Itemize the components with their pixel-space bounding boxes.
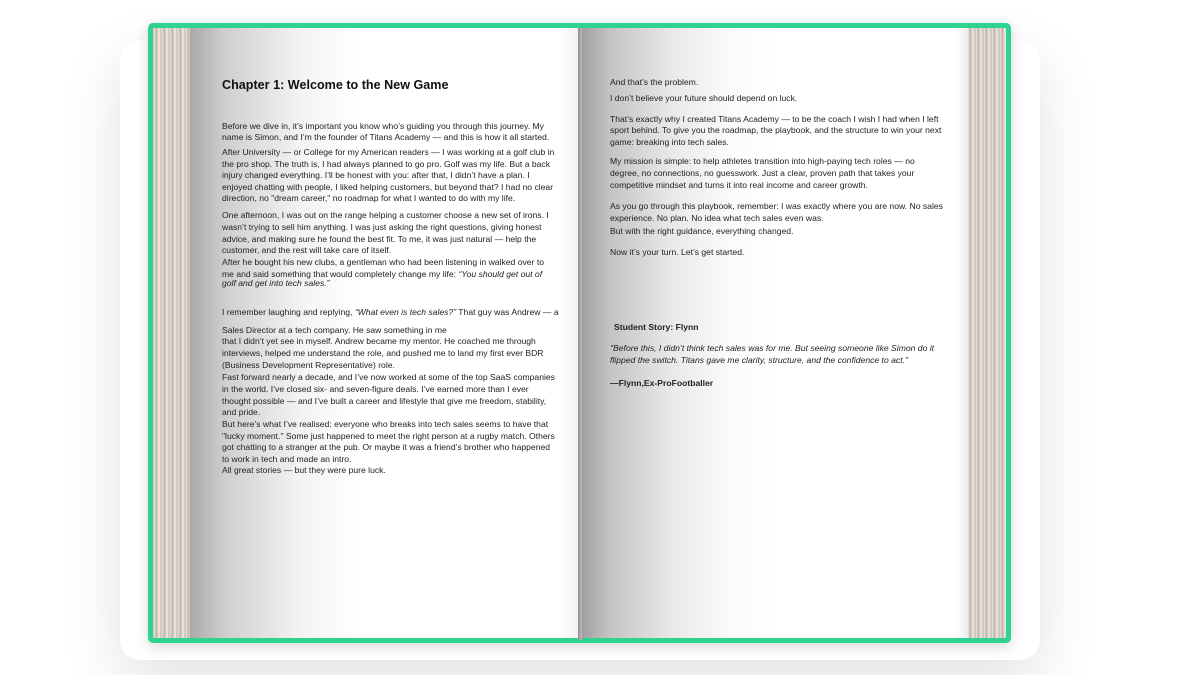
right-page-line (610, 343, 934, 354)
left-page-line (222, 419, 548, 430)
text-segment: Sales Director at a tech company. He saw something in me (222, 325, 447, 335)
left-page-line (222, 193, 515, 204)
italic-text: “You should get out of (458, 269, 543, 279)
text-segment: But with the right guidance, everything changed. (610, 226, 794, 236)
left-page-line (222, 159, 550, 170)
text-segment: and pride. (222, 407, 261, 417)
text-segment: My mission is simple: to help athletes transition into high-paying tech roles — no (610, 156, 915, 166)
left-page-line (222, 170, 530, 181)
left-page-line (222, 257, 544, 268)
italic-text: "Before this, I didn’t think tech sales was for me. But seeing someone like Simon do it (610, 343, 935, 353)
left-page-line (222, 454, 351, 465)
right-page-line (610, 156, 915, 167)
text-segment: the pro shop. The truth is, I had always planned to go pro. Golf was my life. But a back (222, 159, 551, 169)
left-page-line (222, 384, 529, 395)
text-segment: direction, no "dream career," no roadmap for what I wanted to do with my life. (222, 193, 516, 203)
right-page-line (610, 168, 914, 179)
text-segment: got chatting to a stranger at the pub. Or maybe it was a friend’s brother who happened (222, 442, 551, 452)
text-segment: As you go through this playbook, remember: I was exactly where you are now. No sales (610, 201, 943, 211)
text-segment: name is Simon, and I’m the founder of Titans Academy — and this is how it all started. (222, 132, 550, 142)
text-segment: "lucky moment." Some just happened to meet the right person at a rugby match. Others (222, 431, 555, 441)
left-page-line (222, 245, 391, 256)
left-page-line (222, 121, 544, 132)
text-segment: After he bought his new clubs, a gentleman who had been listening in walked over to (222, 257, 544, 267)
text-segment: advice, and making sure he found the best fit. To me, it was just natural — help the (222, 234, 537, 244)
text-segment: enjoyed chatting with people, I liked helping customers, but beyond that? I had no clear (222, 182, 554, 192)
left-page-edges (153, 28, 191, 638)
italic-text: “What even is tech sales?” (354, 307, 457, 317)
text-segment: I don’t believe your future should depend on luck. (610, 93, 798, 103)
left-page-line (222, 278, 330, 289)
text-segment: that I didn’t yet see in myself. Andrew became my mentor. He coached me through (222, 336, 536, 346)
text-segment: interviews, helped me understand the role, and pushed me to land my first ever BDR (222, 348, 544, 358)
left-page-line (222, 147, 554, 158)
right-page-line (610, 125, 941, 136)
left-page-line (222, 210, 549, 221)
right-page-line (610, 93, 797, 104)
right-page-line (614, 322, 699, 333)
left-page-line (222, 431, 555, 442)
text-segment: But here’s what I’ve realised: everyone who breaks into tech sales seems to have that (222, 419, 549, 429)
text-segment: thought possible — and I’ve built a career and lifestyle that give me freedom, stability, (222, 396, 547, 406)
text-segment: customer, and the rest will take care of itself. (222, 245, 392, 255)
right-page-line (610, 247, 744, 258)
right-page-edges (967, 28, 1006, 638)
text-segment: sport behind. To give you the roadmap, the playbook, and the structure to win your next (610, 125, 942, 135)
text-segment: All great stories — but they were pure luck. (222, 465, 386, 475)
text-segment: to work in tech and made an intro. (222, 454, 352, 464)
bold-text: Student Story: Flynn (614, 322, 699, 332)
text-segment: After University — or College for my American readers — I was working at a golf club in (222, 147, 555, 157)
left-page-line (222, 372, 555, 383)
right-page-line (610, 201, 943, 212)
left-page-line (222, 132, 549, 143)
left-page-line (222, 325, 447, 336)
left-page-line (222, 465, 386, 476)
text-segment: (Business Development Representative) role. (222, 360, 395, 370)
text-segment: And that’s the problem. (610, 77, 699, 87)
left-page-line (222, 360, 395, 371)
italic-text: flipped the switch. Titans gave me clarity, structure, and the confidence to act." (610, 355, 909, 365)
right-page-line (610, 226, 793, 237)
left-page-line (222, 407, 260, 418)
left-page-line (222, 222, 542, 233)
right-page-line (610, 137, 729, 148)
text-segment: competitive mindset and turns it into real income and career growth. (610, 180, 868, 190)
text-segment: game: breaking into tech sales. (610, 137, 729, 147)
text-segment: wasn’t trying to sell him anything. I was just asking the right questions, giving honest (222, 222, 542, 232)
left-page-line (222, 442, 550, 453)
text-segment: injury changed everything. I’ll be honest with you: after that, I didn’t have a plan. I (222, 170, 530, 180)
italic-text: golf and get into tech sales.” (222, 278, 330, 288)
left-page-line (222, 182, 553, 193)
right-page-line (610, 114, 938, 125)
right-page-line (610, 180, 868, 191)
text-segment: That guy was Andrew — a (456, 307, 559, 317)
text-segment: experience. No plan. No idea what tech sales even was. (610, 213, 824, 223)
text-segment: degree, no connections, no guesswork. Just a clear, proven path that takes your (610, 168, 915, 178)
left-page-line (222, 396, 546, 407)
bold-text: —Flynn,Ex-ProFootballer (610, 378, 714, 388)
text-segment: That’s exactly why I created Titans Academy — to be the coach I wish I had when I left (610, 114, 939, 124)
right-page-line (610, 378, 713, 389)
text-segment: One afternoon, I was out on the range helping a customer choose a new set of irons. I (222, 210, 549, 220)
left-page-line (222, 336, 536, 347)
right-page-line (610, 77, 698, 88)
book-spine-gutter (578, 28, 582, 640)
right-page-line (610, 355, 908, 366)
text-segment: Fast forward nearly a decade, and I’ve now worked at some of the top SaaS companies (222, 372, 555, 382)
left-page-line (222, 234, 536, 245)
text-segment: in the world. I’ve closed six- and seven-figure deals. I’ve earned more than I ever (222, 384, 529, 394)
text-segment: I remember laughing and replying, (222, 307, 355, 317)
left-page-line (222, 307, 559, 318)
text-segment: Now it’s your turn. Let’s get started. (610, 247, 745, 257)
text-segment: me and said something that would completely change my life: (222, 269, 459, 279)
left-page-line (222, 348, 543, 359)
right-page-line (610, 213, 824, 224)
text-segment: Before we dive in, it’s important you know who’s guiding you through this journey. My (222, 121, 544, 131)
chapter-title: Chapter 1: Welcome to the New Game (222, 78, 449, 92)
